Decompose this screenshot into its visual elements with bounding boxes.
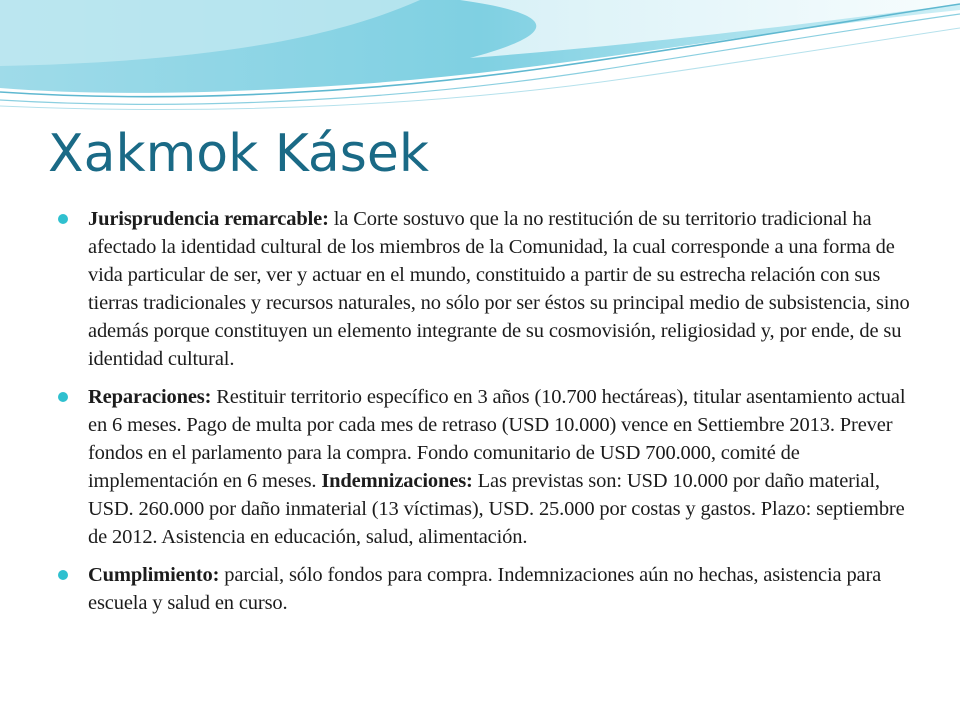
bullet-text — [88, 205, 910, 373]
header-wave-decoration — [0, 0, 960, 120]
content-bullet-list — [0, 205, 960, 627]
bullet-dot-icon — [58, 570, 68, 580]
bullet-item-cumplimiento — [0, 561, 960, 617]
bullet-body: Restituir territorio específico en 3 años (10.700 hectáreas), titular asentamiento actual en 6 meses. Pago de multa por cada mes de retraso (USD 10.000) vence en Settiembre 2013. Prever fondos en el parlamento para la compra. Fondo comunitario de USD 700.000, comité de implementación en 6 meses. — [88, 386, 906, 492]
bullet-label: Cumplimiento: — [88, 564, 220, 586]
bullet-label: Jurisprudencia remarcable: — [88, 208, 329, 230]
bullet-item-jurisprudencia — [0, 205, 960, 373]
bullet-label: Reparaciones: — [88, 386, 212, 408]
bullet-subbody: Las previstas son: USD 10.000 por daño material, USD. 260.000 por daño inmaterial (13 víctimas), USD. 25.000 por costas y gastos. Plazo: septiembre de 2012. Asistencia en educación, salud, alimentación. — [88, 470, 905, 548]
bullet-text — [88, 561, 910, 617]
bullet-dot-icon — [58, 214, 68, 224]
bullet-item-reparaciones — [0, 383, 960, 551]
bullet-text — [88, 383, 910, 551]
bullet-sublabel: Indemnizaciones: — [321, 470, 473, 492]
bullet-dot-icon — [58, 392, 68, 402]
bullet-body: la Corte sostuvo que la no restitución de su territorio tradicional ha afectado la identidad cultural de los miembros de la Comunidad, la cual corresponde a una forma de vida particular de ser, ver y actuar en el mundo, constituido a partir de su estrecha relación con sus tierras tradicionales y recursos naturales, no sólo por ser éstos su principal medio de subsistencia, sino además porque constituyen un elemento integrante de su cosmovisión, religiosidad y, por ende, de su identidad cultural. — [88, 208, 910, 370]
bullet-body: parcial, sólo fondos para compra. Indemnizaciones aún no hechas, asistencia para escuela y salud en curso. — [88, 564, 882, 614]
slide-title: Xakmok Kásek — [48, 124, 429, 184]
